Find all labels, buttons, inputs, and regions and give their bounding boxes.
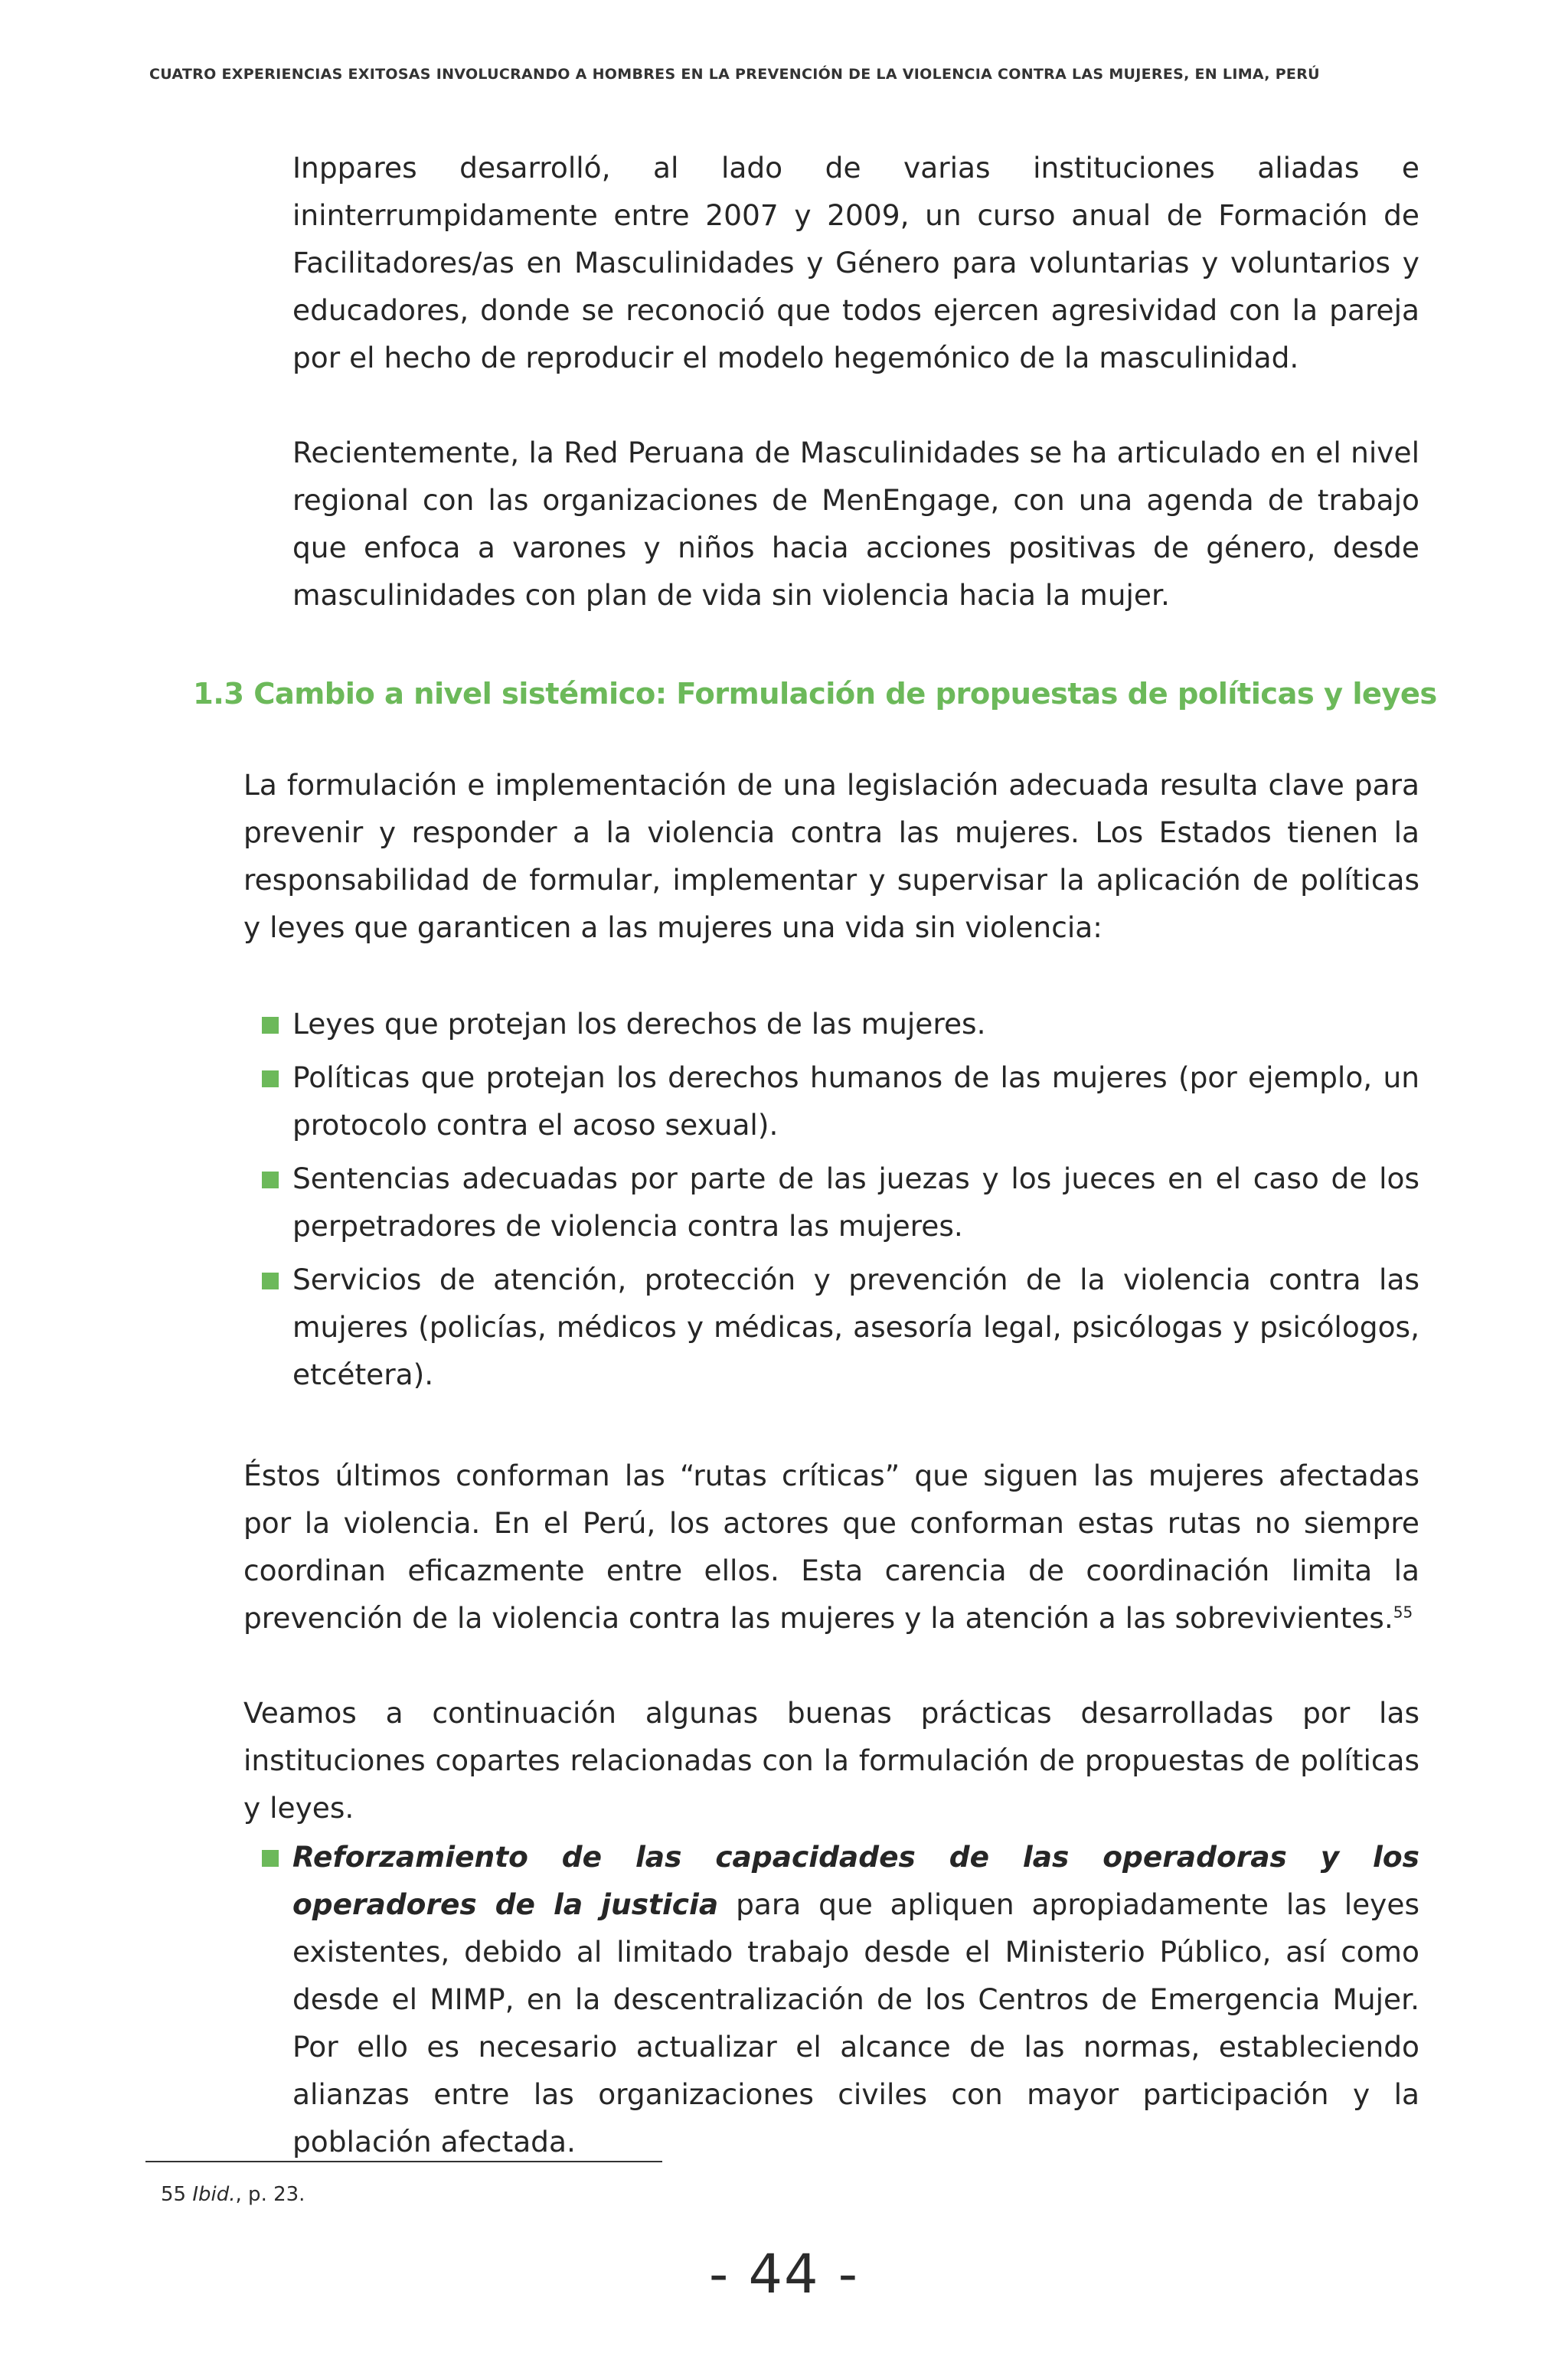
square-bullet-icon [262,1017,279,1034]
footnote-ibid: Ibid. [192,2183,236,2206]
intro-paragraph-red-peruana: Recientemente, la Red Peruana de Masculinidades se ha articulado en el nivel regional con las organizaciones de MenEngage, con una agenda de trabajo que enfoca a varones y niños hacia acciones positivas de género, desde masculinidades con plan de vida sin violencia hacia la mujer. [292,436,1419,612]
critical-routes-text: Éstos últimos conforman las “rutas críticas” que siguen las mujeres afectadas por la violencia. En el Perú, los actores que conforman estas rutas no siempre coordinan eficazmente entre ellos. Esta carencia de coordinación limita la prevención de la violencia contra las mujeres y la atención a las sobrevivientes. [243,1459,1419,1635]
footnote [161,2181,305,2208]
policy-bullet-list [260,1000,1419,1398]
section-intro-paragraph: La formulación e implementación de una legislación adecuada resulta clave para prevenir y responder a la violencia contra las mujeres. Los Estados tienen la responsabilidad de formular, implementar y supervisar la aplicación de políticas y leyes que garanticen a las mujeres una vida sin violencia: [243,768,1419,944]
list-item-text: Servicios de atención, protección y prevención de la violencia contra las mujeres (policías, médicos y médicas, asesoría legal, psicólogas y psicólogos, etcétera). [292,1263,1419,1391]
intro-paragraph-inppares: Inppares desarrolló, al lado de varias instituciones aliadas e ininterrumpidamente entre 2007 y 2009, un curso anual de Formación de Facilitadores/as en Masculinidades y Género para voluntarias y voluntarios y educadores, donde se reconoció que todos ejercen agresividad con la pareja por el hecho de reproducir el modelo hegemónico de la masculinidad. [292,151,1419,374]
footnote-reference: 55 [1393,1603,1413,1622]
list-item [260,1000,1419,1047]
list-item-text: Sentencias adecuadas por parte de las juezas y los jueces en el caso de los perpetradores de violencia contra las mujeres. [292,1162,1419,1243]
good-practices-intro-paragraph: Veamos a continuación algunas buenas prácticas desarrolladas por las instituciones copartes relacionadas con la formulación de propuestas de políticas y leyes. [243,1696,1419,1825]
page-number: - 44 - [708,2243,860,2306]
list-item [260,1054,1419,1149]
list-item-text: Leyes que protejan los derechos de las mujeres. [292,1007,986,1041]
square-bullet-icon [262,1172,279,1188]
list-item [260,1256,1419,1398]
square-bullet-icon [262,1273,279,1289]
practice-bullet-list [260,1833,1419,2165]
list-item [260,1833,1419,2165]
footnote-divider [145,2161,662,2162]
critical-routes-paragraph [243,1452,1419,1642]
practice-text: para que apliquen apropiadamente las leyes existentes, debido al limitado trabajo desde el Ministerio Público, así como desde el MIMP, en la descentralización de los Centros de Emergencia Mujer. Por ello es necesario actualizar el alcance de las normas, estableciendo alianzas entre las organizaciones civiles con mayor participación y la población afectada. [292,1887,1419,2159]
footnote-number: 55 [161,2183,187,2206]
footnote-text: , p. 23. [235,2183,305,2206]
list-item-text: Políticas que protejan los derechos humanos de las mujeres (por ejemplo, un protocolo contra el acoso sexual). [292,1060,1419,1142]
square-bullet-icon [262,1070,279,1087]
section-heading: 1.3 Cambio a nivel sistémico: Formulación de propuestas de políticas y leyes [193,677,1437,711]
practice-emphasis: Reforzamiento de las capacidades de las operadoras y los operadores de la justicia [292,1840,1419,1921]
list-item [260,1155,1419,1250]
square-bullet-icon [262,1850,279,1867]
running-header: CUATRO EXPERIENCIAS EXITOSAS INVOLUCRANDO A HOMBRES EN LA PREVENCIÓN DE LA VIOLENCIA CONTRA LAS MUJERES, EN LIMA, PERÚ [149,66,1320,83]
